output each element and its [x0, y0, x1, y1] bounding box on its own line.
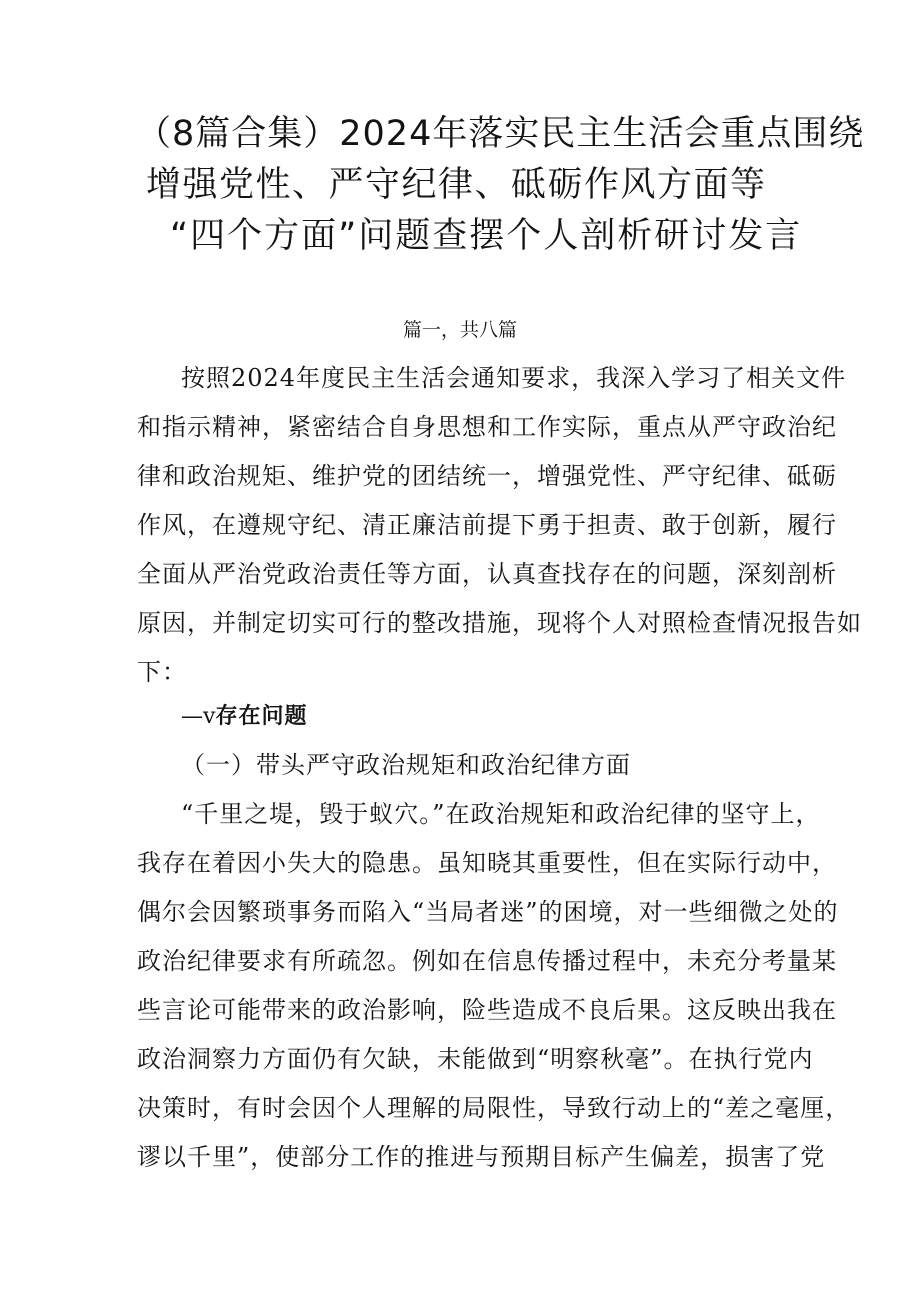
document-title-line-1: （8篇合集）2024年落实民主生活会重点围绕 — [136, 114, 865, 154]
paragraph-line: 决策时，有时会因个人理解的局限性，导致行动上的“差之毫厘， — [137, 1094, 851, 1122]
paragraph-line: 下： — [137, 658, 187, 686]
document-title-line-3: “四个方面”问题查摆个人剖析研讨发言 — [170, 216, 803, 256]
paragraph-line: 偶尔会因繁琐事务而陷入“当局者迷”的困境，对一些细微之处的 — [137, 898, 839, 926]
paragraph-line: 和指示精神，紧密结合自身思想和工作实际，重点从严守政治纪 — [137, 413, 837, 441]
section-heading-text: 存在问题 — [215, 703, 308, 729]
document-subtitle: 篇一，共八篇 — [402, 319, 517, 341]
paragraph-line: 些言论可能带来的政治影响，险些造成不良后果。这反映出我在 — [137, 996, 837, 1024]
paragraph-line: “千里之堤，毁于蚁穴。”在政治规矩和政治纪律的坚守上， — [181, 800, 821, 828]
paragraph-line: 谬以千里”，使部分工作的推进与预期目标产生偏差，损害了党 — [137, 1143, 826, 1171]
document-title-line-2: 增强党性、严守纪律、砥砺作风方面等 — [146, 165, 767, 205]
paragraph-line: 政治洞察力方面仍有欠缺，未能做到“明察秋毫”。在执行党内 — [137, 1045, 814, 1073]
paragraph-line: 按照2024年度民主生活会通知要求，我深入学习了相关文件 — [181, 364, 847, 392]
paragraph-line: 全面从严治党政治责任等方面，认真查找存在的问题，深刻剖析 — [137, 560, 837, 588]
paragraph-line: 我存在着因小失大的隐患。虽知晓其重要性，但在实际行动中， — [137, 849, 837, 877]
paragraph-line: 作风，在遵规守纪、清正廉洁前提下勇于担责、敢于创新，履行 — [137, 511, 837, 539]
paragraph-line: 原因，并制定切实可行的整改措施，现将个人对照检查情况报告如 — [137, 609, 862, 637]
section-heading — [181, 699, 307, 734]
paragraph-line: 政治纪律要求有所疏忽。例如在信息传播过程中，未充分考量某 — [137, 947, 837, 975]
section-heading-marker: —ᴠ — [181, 704, 216, 729]
sub-heading: （一）带头严守政治规矩和政治纪律方面 — [181, 751, 631, 779]
paragraph-line: 律和政治规矩、维护党的团结统一，增强党性、严守纪律、砥砺 — [137, 462, 837, 490]
